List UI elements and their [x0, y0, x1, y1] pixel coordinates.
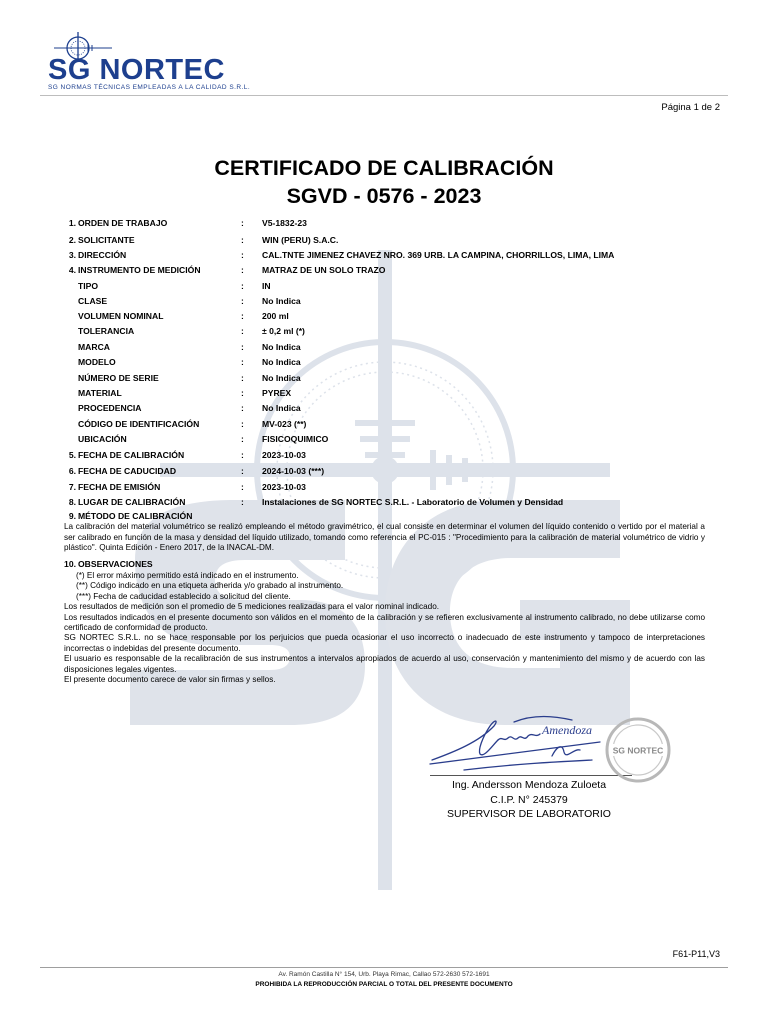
field-colon: : [241, 450, 244, 460]
field-label: DIRECCIÓN [78, 250, 127, 260]
field-number: 7. [68, 482, 76, 492]
footer-address: Av. Ramón Castilla N° 154, Urb. Playa Rimac, Callao 572-2630 572-1691 [278, 971, 490, 978]
field-number: 6. [68, 466, 76, 476]
field-value: 2024-10-03 (***) [262, 466, 325, 476]
field-value: 200 ml [262, 311, 289, 321]
observation-line: Los resultados indicados en el presente documento son válidos en el momento de la calibración y se refieren exclusivamente al instrumento calibrado, no debe utilizarse como certificado de conformidad de producto. [64, 612, 705, 633]
field-label: INSTRUMENTO DE MEDICIÓN [78, 265, 201, 275]
field-label: CLASE [78, 296, 108, 306]
field-value: MATRAZ DE UN SOLO TRAZO [262, 265, 386, 275]
observation-line: (*) El error máximo permitido está indicado en el instrumento. [76, 571, 299, 580]
field-value: No Indica [262, 357, 301, 367]
field-number: 5. [68, 450, 76, 460]
field-colon: : [241, 434, 244, 444]
header-divider [40, 95, 728, 96]
observation-line: (**) Código indicado en una etiqueta adherida y/o grabado al instrumento. [76, 581, 344, 591]
field-value: MV-023 (**) [262, 419, 307, 429]
field-colon: : [241, 296, 244, 306]
field-label: MARCA [78, 342, 110, 352]
signatory-cip: C.I.P. N° 245379 [490, 794, 568, 806]
field-colon: : [241, 403, 244, 413]
field-colon: : [241, 357, 244, 367]
field-colon: : [241, 419, 244, 429]
certificate-title [0, 154, 768, 210]
metodo-text: La calibración del material volumétrico se realizó empleando el método gravimétrico, el cual consiste en determinar el volumen del líquido contenido o vertido por el material a ser calibrado en función de la masa y densidad del líquido utilizado, tomando como referencia el PC-015 : "Procedimiento para la calibración de material volumétrico de vidrio y plástico". Quinta Edición - Enero 2017, de la INACAL-DM. [64, 522, 705, 552]
page-number: Página 1 de 2 [661, 102, 720, 113]
observation-line: (***) Fecha de caducidad establecido a solicitud del cliente. [76, 591, 291, 601]
field-colon: : [241, 466, 244, 476]
footer-divider [40, 967, 728, 968]
field-value: ± 0,2 ml (*) [262, 326, 305, 336]
section-heading: MÉTODO DE CALIBRACIÓN [78, 511, 193, 521]
title-line: CERTIFICADO DE CALIBRACIÓN [214, 156, 554, 180]
field-number: 2. [68, 235, 76, 245]
field-label: VOLUMEN NOMINAL [78, 311, 164, 321]
field-value: No Indica [262, 342, 301, 352]
field-number: 8. [68, 497, 76, 507]
field-colon: : [241, 218, 244, 228]
field-colon: : [241, 235, 244, 245]
observation-line: El presente documento carece de valor sin firmas y sellos. [64, 675, 276, 685]
field-colon: : [241, 250, 244, 260]
field-label: FECHA DE CALIBRACIÓN [78, 450, 185, 460]
field-number: 1. [68, 218, 76, 228]
stamp-text: SG NORTEC [612, 745, 664, 756]
field-value: CAL.TNTE JIMENEZ CHAVEZ NRO. 369 URB. LA CAMPINA, CHORRILLOS, LIMA, LIMA [262, 250, 615, 260]
field-value: FISICOQUIMICO [262, 434, 329, 444]
field-colon: : [241, 265, 244, 275]
signature-line [430, 775, 632, 776]
field-label: CÓDIGO DE IDENTIFICACIÓN [78, 419, 200, 429]
section-number: 9. [68, 511, 76, 521]
field-label: ORDEN DE TRABAJO [78, 218, 168, 228]
observation-line: El usuario es responsable de la recalibración de sus instrumentos a intervalos apropiados de acuerdo al uso, conservación y mantenimiento del mismo y de acuerdo con las disposiciones legales vigentes. [64, 654, 705, 674]
observation-line: SG NORTEC S.R.L. no se hace responsable por los perjuicios que pueda ocasionar el uso incorrecto o inadecuado de este instrumento y tampoco de interpretaciones incorrectas o indebidas del presente documento. [64, 633, 705, 653]
field-colon: : [241, 482, 244, 492]
field-number: 3. [68, 250, 76, 260]
field-colon: : [241, 281, 244, 291]
field-colon: : [241, 326, 244, 336]
signatory-role: SUPERVISOR DE LABORATORIO [447, 808, 611, 820]
field-value: No Indica [262, 373, 301, 383]
field-value: WIN (PERU) S.A.C. [262, 235, 339, 245]
field-value: 2023-10-03 [262, 450, 306, 460]
field-colon: : [241, 311, 244, 321]
field-colon: : [241, 388, 244, 398]
field-colon: : [241, 342, 244, 352]
field-label: TIPO [78, 281, 99, 291]
field-label: MATERIAL [78, 388, 122, 398]
handwritten-signature [424, 712, 624, 776]
field-number: 4. [68, 265, 76, 275]
field-label: PROCEDENCIA [78, 403, 142, 413]
section-heading: OBSERVACIONES [78, 559, 153, 569]
field-value: Instalaciones de SG NORTEC S.R.L. - Laboratorio de Volumen y Densidad [262, 497, 564, 507]
field-value: 2023-10-03 [262, 482, 306, 492]
field-label: UBICACIÓN [78, 434, 127, 444]
field-value: PYREX [262, 388, 292, 398]
signatory-name: Ing. Andersson Mendoza Zuloeta [451, 779, 607, 791]
field-label: SOLICITANTE [78, 235, 135, 245]
field-label: LUGAR DE CALIBRACIÓN [78, 497, 186, 507]
company-logo [46, 30, 266, 92]
sg-nortec-stamp [604, 716, 672, 784]
field-label: FECHA DE EMISIÓN [78, 482, 161, 492]
certificate-number: SGVD - 0576 - 2023 [286, 184, 482, 208]
field-label: MODELO [78, 357, 116, 367]
company-tagline: SG NORMAS TÉCNICAS EMPLEADAS A LA CALIDAD S.R.L. [48, 84, 251, 91]
signature-handwriting: Amendoza [542, 723, 592, 737]
field-value: No Indica [262, 296, 301, 306]
section-number: 10. [64, 559, 76, 569]
field-colon: : [241, 373, 244, 383]
form-code: F61-P11,V3 [672, 949, 720, 959]
field-colon: : [241, 497, 244, 507]
footer-notice: PROHIBIDA LA REPRODUCCIÓN PARCIAL O TOTAL DEL PRESENTE DOCUMENTO [255, 981, 513, 988]
field-label: TOLERANCIA [78, 326, 135, 336]
company-name: SG NORTEC [48, 54, 225, 86]
field-value: No Indica [262, 403, 301, 413]
field-value: V5-1832-23 [262, 218, 307, 228]
observaciones-list [64, 571, 705, 685]
field-label: NÚMERO DE SERIE [78, 373, 159, 383]
field-value: IN [262, 281, 271, 291]
field-label: FECHA DE CADUCIDAD [78, 466, 177, 476]
observation-line: Los resultados de medición son el promedio de 5 mediciones realizadas para el valor nominal indicado. [64, 602, 440, 612]
